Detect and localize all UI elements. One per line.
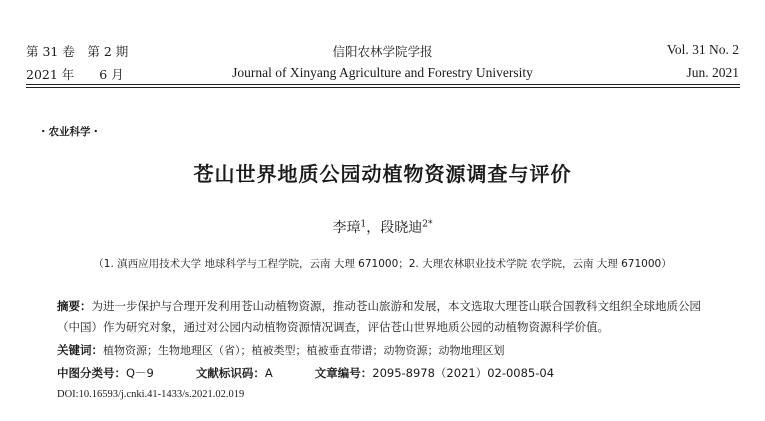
classification-line bbox=[57, 365, 554, 381]
affiliation: （1. 滇西应用技术大学 地球科学与工程学院，云南 大理 671000；2. 大理农林职业技术学院 农学院，云南 大理 671000） bbox=[93, 258, 672, 270]
abstract-text: 为进一步保护与合理开发利用苍山动植物资源，推动苍山旅游和发展，本文选取大理苍山联合国教科文组织全球地质公园（中国）作为研究对象，通过对公园内动植物资源情况调查，评估苍山世界地质公园的动植物资源科学价值。 bbox=[57, 299, 701, 334]
header-date-cn: 2021 年 6 月 bbox=[26, 67, 124, 82]
author-1: 李璋 bbox=[332, 220, 361, 236]
author-2: 段晓迪 bbox=[380, 220, 423, 236]
abstract-label: 摘要： bbox=[57, 299, 92, 313]
keywords-label: 关键词： bbox=[57, 343, 103, 357]
header-rule-bottom bbox=[26, 87, 740, 88]
doi[interactable]: DOI:10.16593/j.cnki.41-1433/s.2021.02.019 bbox=[57, 389, 245, 400]
article-number-label: 文章编号： bbox=[314, 366, 373, 380]
header-date-en: Jun. 2021 bbox=[686, 65, 739, 80]
authors bbox=[0, 217, 765, 237]
header-vol-en: Vol. 31 No. 2 bbox=[666, 42, 739, 57]
header-rule-top bbox=[26, 84, 740, 85]
keywords bbox=[57, 342, 505, 358]
keywords-text: 植物资源；生物地理区（省）；植被类型；植被垂直带谱；动物资源；动物地理区划 bbox=[103, 344, 505, 357]
section-label: ・农业科学・ bbox=[38, 126, 101, 138]
journal-title-cn: 信阳农林学院学报 bbox=[332, 44, 433, 59]
doc-code-label: 文献标识码： bbox=[195, 366, 265, 380]
author-separator: ， bbox=[366, 220, 381, 236]
clc-value: Q－9 bbox=[126, 366, 154, 380]
header-vol-cn: 第 31 卷 第 2 期 bbox=[26, 44, 129, 59]
abstract bbox=[57, 296, 707, 338]
doc-code-value: A bbox=[264, 366, 273, 380]
author-2-affil-mark: 2* bbox=[422, 219, 433, 230]
author-1-affil-mark: 1 bbox=[360, 219, 367, 230]
article-number-value: 2095-8978（2021）02-0085-04 bbox=[372, 366, 555, 380]
journal-title-en: Journal of Xinyang Agriculture and Forestry University bbox=[232, 65, 533, 80]
clc-label: 中图分类号： bbox=[57, 366, 126, 380]
paper-title: 苍山世界地质公园动植物资源调查与评价 bbox=[193, 162, 572, 186]
